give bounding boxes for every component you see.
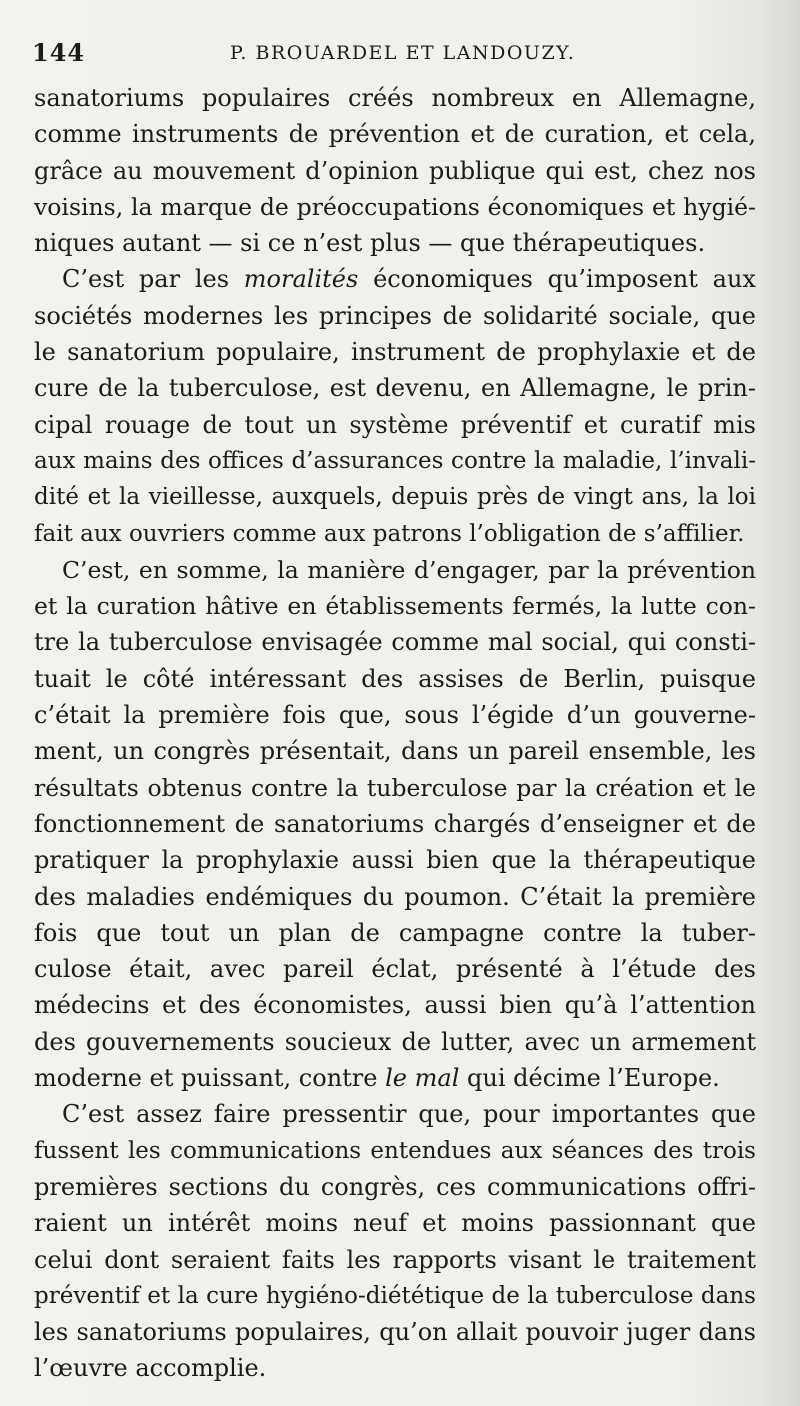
text-line: résultats obtenus contre la tuberculose par la création et le	[34, 773, 756, 802]
text-line: tre la tuberculose envisagée comme mal social, qui consti-	[34, 628, 756, 657]
text-line: les sanatoriums populaires, qu’on allait pouvoir juger dans	[34, 1318, 756, 1347]
italic-term: moralités	[243, 265, 359, 294]
body-text	[34, 80, 756, 1387]
text-line: médecins et des économistes, aussi bien qu’à l’attention	[34, 991, 756, 1020]
text-line: comme instruments de prévention et de curation, et cela,	[34, 120, 756, 149]
text-line: l’œuvre accomplie.	[34, 1354, 267, 1383]
text-line: grâce au mouvement d’opinion publique qui est, chez nos	[34, 156, 756, 185]
text-line: cipal rouage de tout un système préventif et curatif mis	[34, 410, 756, 439]
page-header	[32, 38, 752, 74]
text-line	[34, 1060, 756, 1096]
page-number: 144	[32, 38, 86, 67]
text-line: fois que tout un plan de campagne contre la tuber-	[34, 918, 756, 947]
text-line: premières sections du congrès, ces communications offri-	[34, 1172, 756, 1201]
text-line: dité et la vieillesse, auxquels, depuis près de vingt ans, la loi	[34, 484, 756, 511]
text-segment: qui décime l’Europe.	[467, 1064, 720, 1093]
text-line: C’est, en somme, la manière d’engager, par la prévention	[62, 555, 756, 584]
text-line: celui dont seraient faits les rapports visant le traitement	[34, 1245, 756, 1274]
text-line: tuait le côté intéressant des assises de Berlin, puisque	[34, 664, 756, 693]
text-line: sociétés modernes les principes de solidarité sociale, que	[34, 301, 756, 330]
paragraph-4	[34, 1096, 756, 1386]
text-line: C’est assez faire pressentir que, pour importantes que	[62, 1100, 756, 1129]
text-line: préventif et la cure hygiéno-diététique de la tuberculose dans	[34, 1282, 756, 1309]
text-line: et la curation hâtive en établissements fermés, la lutte con-	[34, 592, 756, 621]
paragraph-2	[34, 261, 756, 551]
text-line: fait aux ouvriers comme aux patrons l’obligation de s’affilier.	[34, 520, 745, 547]
paragraph-3	[34, 552, 756, 1096]
text-line: aux mains des offices d’assurances contre la maladie, l’invali-	[34, 447, 756, 474]
text-line: sanatoriums populaires créés nombreux en Allemagne,	[34, 84, 756, 112]
text-line: c’était la première fois que, sous l’égide d’un gouverne-	[34, 701, 756, 730]
text-line: des maladies endémiques du poumon. C’était la première	[34, 882, 756, 911]
text-line: fonctionnement de sanatoriums chargés d’enseigner et de	[34, 809, 756, 838]
text-line: le sanatorium populaire, instrument de prophylaxie et de	[34, 338, 756, 367]
text-line: raient un intérêt moins neuf et moins passionnant que	[34, 1209, 756, 1238]
text-line: niques autant — si ce n’est plus — que thérapeutiques.	[34, 229, 706, 258]
text-line	[34, 261, 756, 297]
text-line: des gouvernements soucieux de lutter, avec un armement	[34, 1027, 756, 1056]
text-line: cure de la tuberculose, est devenu, en Allemagne, le prin-	[34, 374, 756, 403]
text-line: ment, un congrès présentait, dans un pareil ensemble, les	[34, 737, 756, 766]
text-line: fussent les communications entendues aux séances des trois	[34, 1137, 756, 1164]
text-line: culose était, avec pareil éclat, présenté à l’étude des	[34, 955, 756, 984]
text-segment: économiques qu’imposent aux	[373, 265, 756, 294]
running-head: P. BROUARDEL ET LANDOUZY.	[230, 42, 576, 64]
text-segment: C’est par les	[62, 265, 230, 294]
text-line: voisins, la marque de préoccupations économiques et hygié-	[34, 192, 756, 221]
paragraph-1	[34, 80, 756, 261]
italic-term: le mal	[385, 1064, 460, 1093]
text-line: pratiquer la prophylaxie aussi bien que la thérapeutique	[34, 846, 756, 875]
text-segment: moderne et puissant, contre	[34, 1064, 378, 1093]
